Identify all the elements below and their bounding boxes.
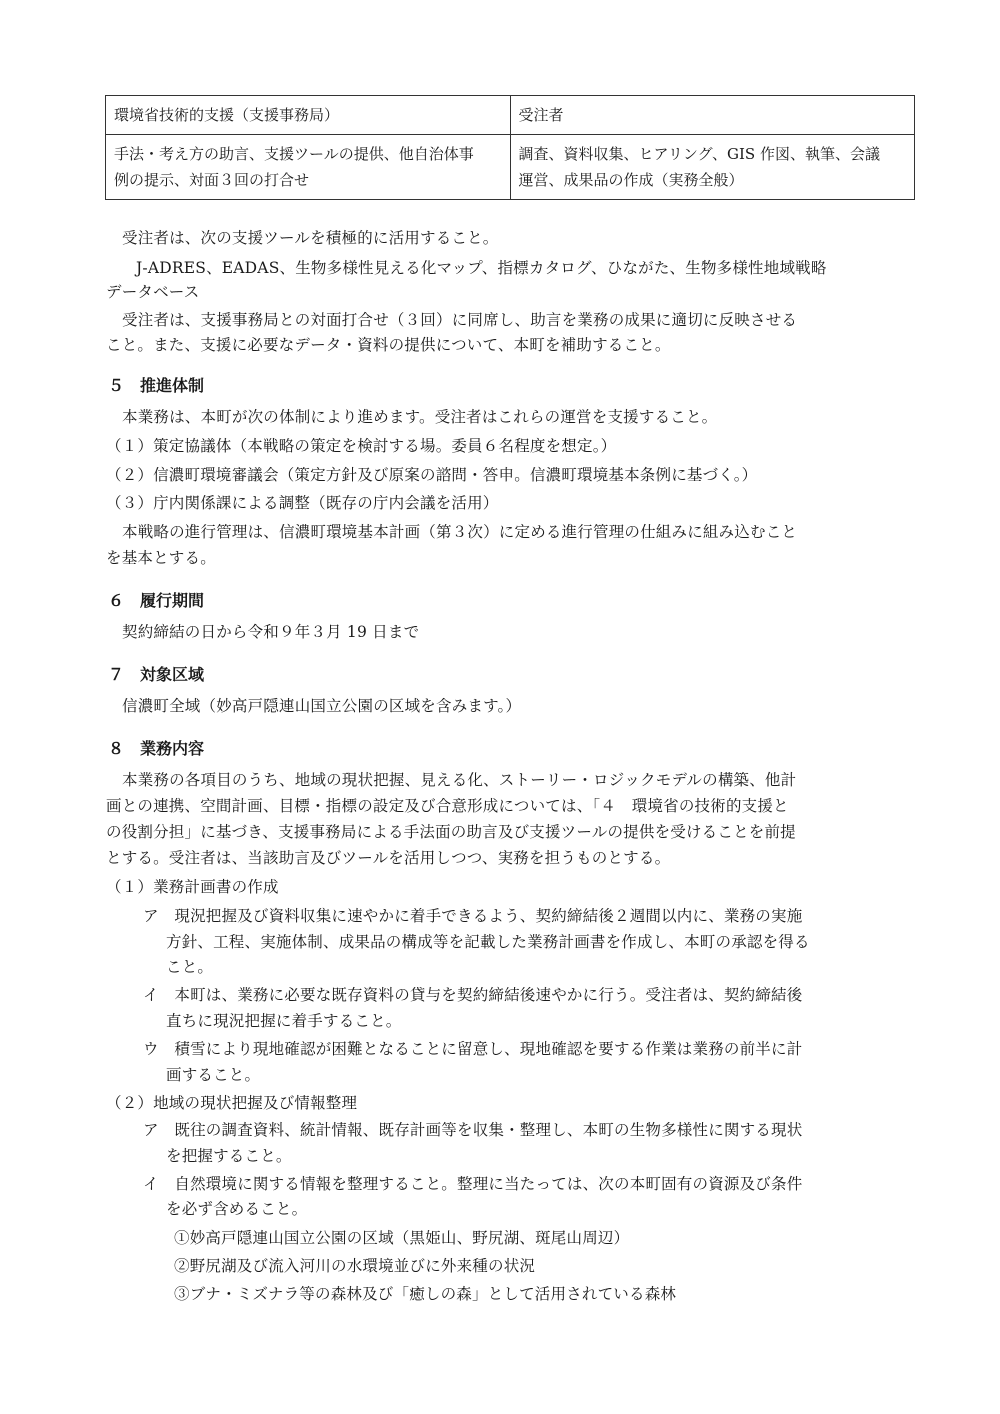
- section-7-heading: ７ 対象区域: [108, 665, 205, 684]
- subsection-2-a-line-2: を把握すること。: [166, 1147, 292, 1165]
- subsection-1-a-line-3: こと。: [166, 958, 214, 976]
- subsection-1-a-line-1: ア 現況把握及び資料収集に速やかに着手できるよう、契約締結後２週間以内に、業務の実施: [143, 907, 803, 925]
- table-header-ministry: 環境省技術的支援（支援事務局）: [106, 96, 511, 135]
- tools-list-line-1: J-ADRES、EADAS、生物多様性見える化マップ、指標カタログ、ひながた、生物多様性地域戦略: [136, 259, 827, 277]
- section-5-paragraph-line-2: を基本とする。: [106, 549, 216, 567]
- tools-list-line-2: データベース: [106, 283, 200, 301]
- section-5-item-2: （２）信濃町環境審議会（策定方針及び原案の諮問・答申。信濃町環境基本条例に基づく。）: [106, 466, 758, 484]
- section-8-intro-line-1: 本業務の各項目のうち、地域の現状把握、見える化、ストーリー・ロジックモデルの構築、他計: [122, 771, 797, 789]
- subsection-2-a-line-1: ア 既往の調査資料、統計情報、既存計画等を収集・整理し、本町の生物多様性に関する現状: [143, 1121, 803, 1139]
- list-item: ③ブナ・ミズナラ等の森林及び「癒しの森」として活用されている森林: [174, 1285, 677, 1303]
- section-6-text: 契約締結の日から令和９年３月 19 日まで: [122, 623, 420, 641]
- table-cell-contractor: 調査、資料収集、ヒアリング、GIS 作図、執筆、会議 運営、成果品の作成（実務全般）: [510, 135, 915, 200]
- subsection-1-a-line-2: 方針、工程、実施体制、成果品の構成等を記載した業務計画書を作成し、本町の承認を得る: [166, 933, 810, 951]
- subsection-1-u-line-1: ウ 積雪により現地確認が困難となることに留意し、現地確認を要する作業は業務の前半に計: [143, 1040, 803, 1058]
- section-5-heading: ５ 推進体制: [108, 376, 205, 395]
- section-6-heading: ６ 履行期間: [108, 591, 205, 610]
- list-item: ②野尻湖及び流入河川の水環境並びに外来種の状況: [174, 1257, 536, 1275]
- subsection-1-i-line-1: イ 本町は、業務に必要な既存資料の貸与を契約締結後速やかに行う。受注者は、契約締結後: [143, 986, 803, 1004]
- section-8-intro-line-2: 画との連携、空間計画、目標・指標の設定及び合意形成については、「４ 環境省の技術的支援と: [106, 797, 789, 815]
- table-header-contractor: 受注者: [510, 96, 915, 135]
- subsection-1-u-line-2: 画すること。: [166, 1066, 261, 1084]
- section-5-item-3: （３）庁内関係課による調整（既存の庁内会議を活用）: [106, 494, 499, 512]
- table-cell-ministry: 手法・考え方の助言、支援ツールの提供、他自治体事 例の提示、対面３回の打合せ: [106, 135, 511, 200]
- section-5-item-1: （１）策定協議体（本戦略の策定を検討する場。委員６名程度を想定。）: [106, 437, 617, 455]
- table-header-row: [106, 96, 915, 135]
- section-5-paragraph-line-1: 本戦略の進行管理は、信濃町環境基本計画（第３次）に定める進行管理の仕組みに組み込むこと: [122, 523, 798, 541]
- intro-paragraph-2-line-2: こと。また、支援に必要なデータ・資料の提供について、本町を補助すること。: [106, 336, 671, 354]
- subsection-1-i-line-2: 直ちに現況把握に着手すること。: [166, 1012, 402, 1030]
- role-division-table: [105, 95, 915, 200]
- list-item: ①妙高戸隠連山国立公園の区域（黒姫山、野尻湖、斑尾山周辺）: [174, 1229, 630, 1247]
- section-8-intro-line-4: とする。受注者は、当該助言及びツールを活用しつつ、実務を担うものとする。: [106, 849, 671, 867]
- section-7-text: 信濃町全域（妙高戸隠連山国立公園の区域を含みます。）: [122, 697, 522, 715]
- intro-paragraph-2-line-1: 受注者は、支援事務局との対面打合せ（３回）に同席し、助言を業務の成果に適切に反映させる: [122, 311, 798, 329]
- subsection-2-title: （２）地域の現状把握及び情報整理: [106, 1094, 358, 1112]
- table-row: [106, 135, 915, 200]
- section-8-heading: ８ 業務内容: [108, 739, 205, 758]
- subsection-1-title: （１）業務計画書の作成: [106, 878, 279, 896]
- subsection-2-i-line-1: イ 自然環境に関する情報を整理すること。整理に当たっては、次の本町固有の資源及び条件: [143, 1175, 803, 1193]
- section-5-intro: 本業務は、本町が次の体制により進めます。受注者はこれらの運営を支援すること。: [122, 408, 718, 426]
- intro-paragraph-1: 受注者は、次の支援ツールを積極的に活用すること。: [122, 229, 499, 247]
- subsection-2-i-line-2: を必ず含めること。: [166, 1200, 308, 1218]
- section-8-intro-line-3: の役割分担」に基づき、支援事務局による手法面の助言及び支援ツールの提供を受けることを前提: [106, 823, 796, 841]
